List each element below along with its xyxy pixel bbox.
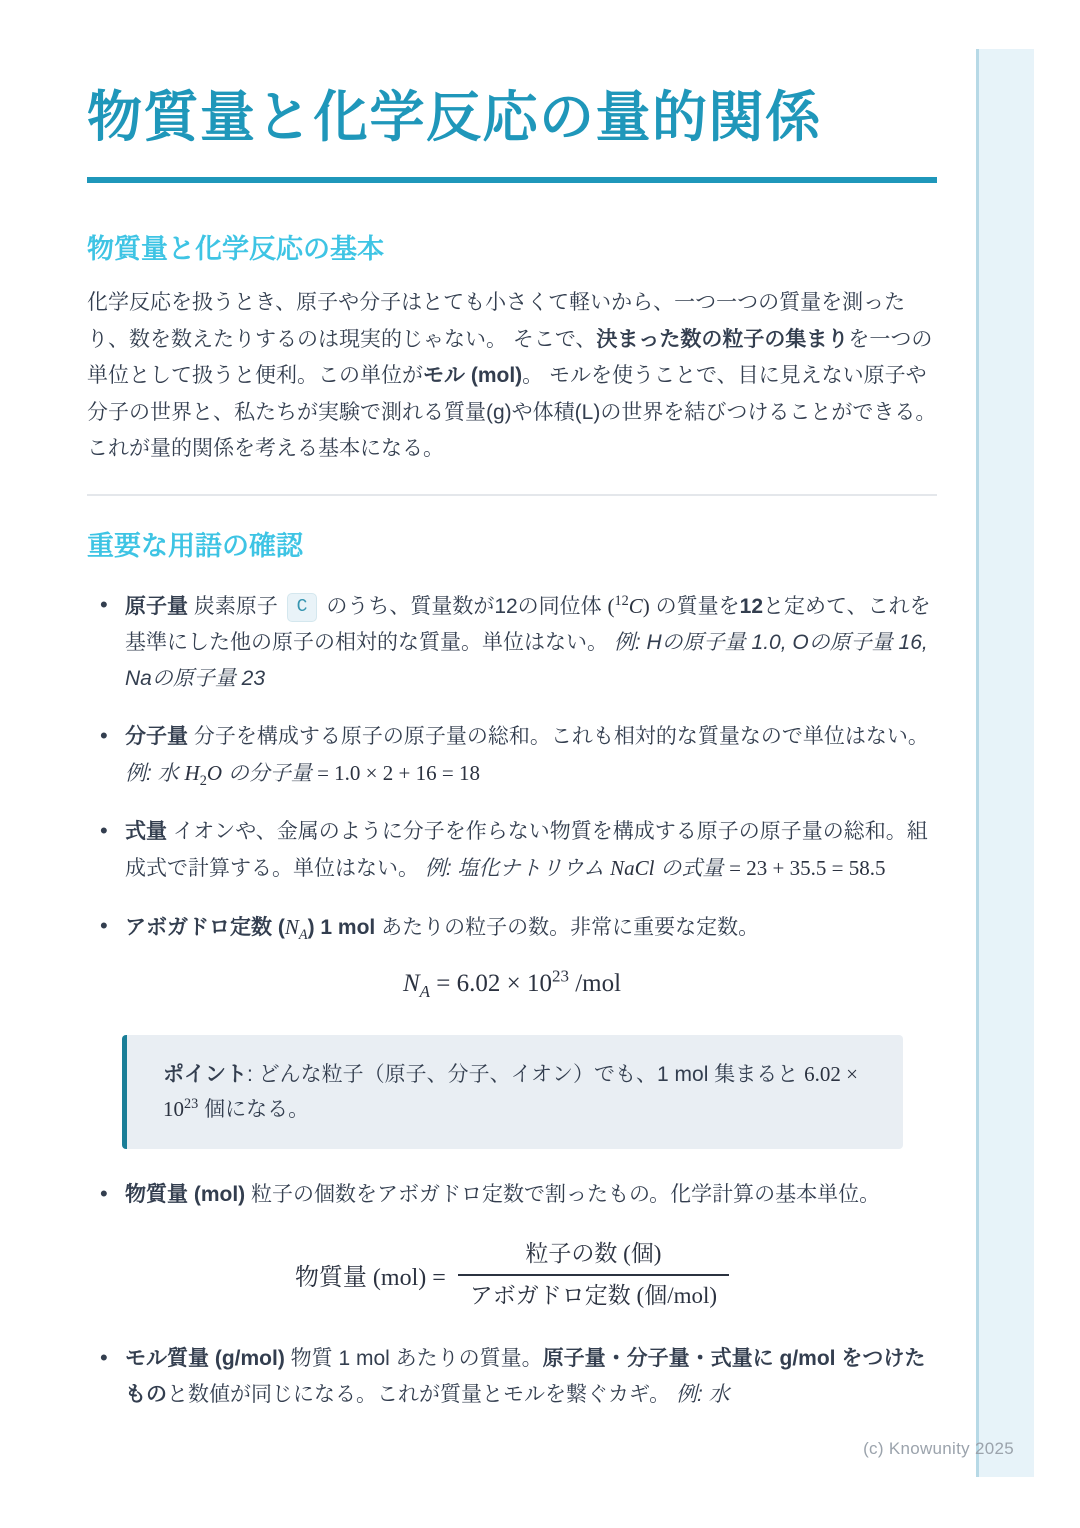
formula-denominator: アボガドロ定数 (個/mol)	[469, 1282, 718, 1308]
formula-lhs: 物質量 (mol) =	[294, 1265, 446, 1292]
term-item-formula-weight: • 式量 イオンや、金属のように分子を作らない物質を構成する原子の原子量の総和。組成式で計算する。単位はない。 例: 塩化ナトリウム NaCl の式量 = 23 + 35.5 = 58.5	[87, 814, 937, 887]
copyright-watermark: (c) Knowunity 2025	[863, 1439, 1014, 1458]
term-list-molar	[87, 1341, 937, 1413]
intro-paragraph: 化学反応を扱うとき、原子や分子はとても小さくて軽いから、一つ一つの質量を測ったり、数を数えたりするのは現実的じゃない。 そこで、決まった数の粒子の集まりを一つの単位として扱うと便利。この単位がモル (mol)。 モルを使うことで、目に見えない原子や分子の世界と、私たちが実験で測れる質量(g)や体積(L)の世界を結びつけることができる。これが量的関係を考える基本になる。	[87, 291, 937, 461]
formula-fraction	[458, 1239, 729, 1311]
point-callout: ポイント: どんな粒子（原子、分子、イオン）でも、1 mol 集まると $6.02 \times 10^{23}$ 個になる。	[122, 1035, 903, 1149]
page-edge-bar	[976, 49, 1034, 1477]
avogadro-constant-formula: $N_A = 6.02 \times 10^{23}$ /mol	[402, 966, 622, 1001]
note-content	[87, 0, 937, 1413]
term-list-primary	[87, 588, 937, 946]
term-item-avogadro-constant: • アボガドロ定数 $(N_A)$ 1 mol あたりの粒子の数。非常に重要な定数。	[87, 909, 937, 946]
term-list-amount	[87, 1177, 937, 1213]
section-divider	[87, 494, 937, 496]
term-item-molar-mass: • モル質量 (g/mol) 物質 1 mol あたりの質量。原子量・分子量・式量に g/mol をつけたものと数値が同じになる。これが質量とモルを繋ぐカギ。 例: 水	[87, 1341, 937, 1413]
section-heading-basics: 物質量と化学反応の基本	[87, 234, 384, 265]
page-title: 物質量と化学反応の量的関係	[87, 86, 822, 148]
formula-numerator: 粒子の数 (個)	[458, 1239, 729, 1276]
title-underline	[87, 177, 937, 183]
term-item-molecular-weight: • 分子量 分子を構成する原子の原子量の総和。これも相対的な質量なので単位はない。 例: 水 $H_2O$ の分子量 = 1.0 × 2 + 16 = 18	[87, 719, 937, 792]
section-heading-terms: 重要な用語の確認	[87, 530, 303, 561]
amount-of-substance-formula	[87, 1239, 937, 1311]
term-item-atomic-weight: • 原子量 炭素原子 C のうち、質量数が12の同位体 ($^{12}$C) の質量を12と定めて、これを基準にした他の原子の相対的な質量。単位はない。 例: Hの原子量 1.0, Oの原子量 16, Naの原子量 23	[87, 588, 937, 697]
term-item-amount-of-substance: • 物質量 (mol) 粒子の個数をアボガドロ定数で割ったもの。化学計算の基本単位。	[87, 1177, 937, 1213]
